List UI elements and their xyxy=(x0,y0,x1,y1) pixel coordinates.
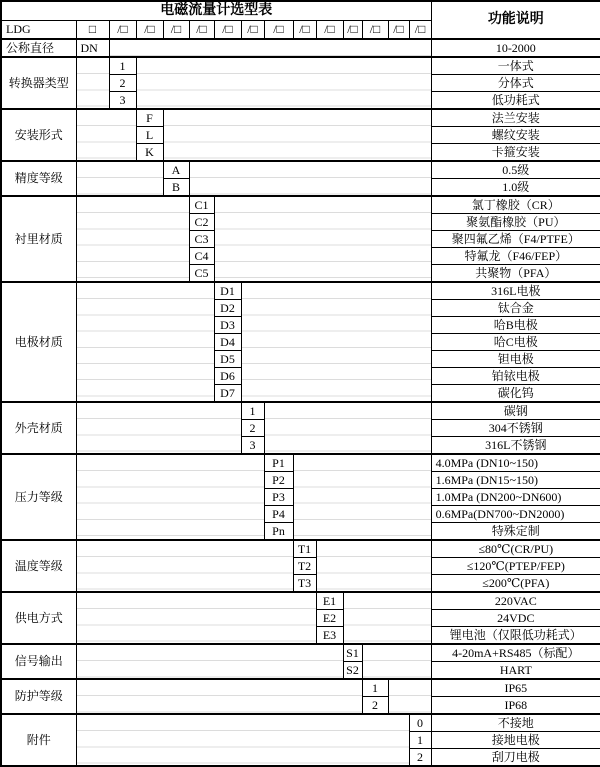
table-row xyxy=(1,402,600,420)
table-row xyxy=(1,161,600,179)
section-label: 外壳材质 xyxy=(1,402,76,454)
code-cell: T3 xyxy=(293,575,316,593)
table-row xyxy=(1,282,600,300)
code-cell: P1 xyxy=(264,454,293,472)
description-cell: IP65 xyxy=(431,679,600,697)
description-cell: 304不锈钢 xyxy=(431,420,600,437)
code-cell: C5 xyxy=(189,265,214,283)
section-label: 信号输出 xyxy=(1,644,76,679)
description-cell: 分体式 xyxy=(431,75,600,92)
description-cell: 共聚物（PFA） xyxy=(431,265,600,283)
code-cell: 1 xyxy=(362,679,388,697)
code-cell: E3 xyxy=(316,627,343,645)
description-cell: 24VDC xyxy=(431,610,600,627)
description-cell: 特氟龙（F46/FEP） xyxy=(431,248,600,265)
table-row xyxy=(1,454,600,472)
model-slot: /□ xyxy=(189,21,214,40)
description-cell: HART xyxy=(431,662,600,680)
description-cell: 哈B电极 xyxy=(431,317,600,334)
description-cell: 一体式 xyxy=(431,57,600,75)
code-cell: D6 xyxy=(214,368,241,385)
grid-gap xyxy=(214,196,431,282)
code-cell: B xyxy=(163,179,189,197)
code-cell: S2 xyxy=(343,662,362,680)
code-cell: P4 xyxy=(264,506,293,523)
table-row xyxy=(1,39,600,57)
section-label: 公称直径 xyxy=(1,39,76,57)
grid-gap xyxy=(76,282,214,402)
code-cell: C4 xyxy=(189,248,214,265)
grid-gap xyxy=(76,109,136,161)
description-cell: 1.0级 xyxy=(431,179,600,197)
description-cell: 锂电池（仅限低功耗式） xyxy=(431,627,600,645)
grid-gap xyxy=(76,402,241,454)
description-cell: 刮刀电极 xyxy=(431,749,600,767)
code-cell: D7 xyxy=(214,385,241,403)
grid-gap xyxy=(76,644,343,679)
code-cell: D5 xyxy=(214,351,241,368)
description-cell: 4.0MPa (DN10~150) xyxy=(431,454,600,472)
model-slot: /□ xyxy=(163,21,189,40)
description-cell: 不接地 xyxy=(431,714,600,732)
table-row xyxy=(1,109,600,127)
code-cell: D1 xyxy=(214,282,241,300)
section-label: 安装形式 xyxy=(1,109,76,161)
code-cell: 2 xyxy=(362,697,388,715)
code-cell: A xyxy=(163,161,189,179)
code-cell: 3 xyxy=(109,92,136,110)
description-cell: 螺纹安装 xyxy=(431,127,600,144)
table-row xyxy=(1,1,600,21)
model-slot: /□ xyxy=(293,21,316,40)
table-row xyxy=(1,592,600,610)
description-cell: 低功耗式 xyxy=(431,92,600,110)
grid-gap xyxy=(163,109,431,161)
description-cell: 铂铱电极 xyxy=(431,368,600,385)
section-label: 防护等级 xyxy=(1,679,76,714)
model-slot: /□ xyxy=(264,21,293,40)
grid-gap xyxy=(189,161,431,196)
table-head xyxy=(1,1,600,39)
section-label: 供电方式 xyxy=(1,592,76,644)
code-cell: C2 xyxy=(189,214,214,231)
code-cell: 1 xyxy=(241,402,264,420)
description-cell: 氯丁橡胶（CR） xyxy=(431,196,600,214)
right-column-header: 功能说明 xyxy=(431,1,600,39)
description-cell: 聚四氟乙烯（F4/PTFE） xyxy=(431,231,600,248)
code-cell: S1 xyxy=(343,644,362,662)
code-cell: 1 xyxy=(409,732,431,749)
description-cell: 10-2000 xyxy=(431,39,600,57)
description-cell: 220VAC xyxy=(431,592,600,610)
description-cell: 1.6MPa (DN15~150) xyxy=(431,472,600,489)
table-row xyxy=(1,540,600,558)
code-cell: 3 xyxy=(241,437,264,455)
code-cell: 2 xyxy=(109,75,136,92)
description-cell: 0.6MPa(DN700~DN2000) xyxy=(431,506,600,523)
section-label: 附件 xyxy=(1,714,76,766)
code-cell: Pn xyxy=(264,523,293,541)
code-cell: C1 xyxy=(189,196,214,214)
grid-gap xyxy=(362,644,431,679)
grid-gap xyxy=(109,39,431,57)
grid-gap xyxy=(76,57,109,109)
table-body xyxy=(1,39,600,766)
model-slot: /□ xyxy=(343,21,362,40)
code-cell: D3 xyxy=(214,317,241,334)
description-cell: 1.0MPa (DN200~DN600) xyxy=(431,489,600,506)
model-slot: /□ xyxy=(388,21,409,40)
code-cell: 2 xyxy=(409,749,431,767)
model-slot: /□ xyxy=(241,21,264,40)
code-cell: T1 xyxy=(293,540,316,558)
code-cell: 0 xyxy=(409,714,431,732)
grid-gap xyxy=(76,196,189,282)
model-slot: /□ xyxy=(214,21,241,40)
code-cell: P3 xyxy=(264,489,293,506)
grid-gap xyxy=(76,714,409,766)
model-slot: /□ xyxy=(409,21,431,40)
section-label: 温度等级 xyxy=(1,540,76,592)
description-cell: 哈C电极 xyxy=(431,334,600,351)
model-prefix: LDG xyxy=(1,21,76,40)
code-cell: D2 xyxy=(214,300,241,317)
description-cell: 钽电极 xyxy=(431,351,600,368)
code-cell: T2 xyxy=(293,558,316,575)
model-slot: /□ xyxy=(136,21,163,40)
table-row xyxy=(1,57,600,75)
code-cell: F xyxy=(136,109,163,127)
grid-gap xyxy=(76,161,163,196)
description-cell: 卡箍安装 xyxy=(431,144,600,162)
code-cell: C3 xyxy=(189,231,214,248)
code-cell: D4 xyxy=(214,334,241,351)
grid-gap xyxy=(388,679,431,714)
description-cell: 碳钢 xyxy=(431,402,600,420)
grid-gap xyxy=(76,540,293,592)
section-label: 压力等级 xyxy=(1,454,76,540)
grid-gap xyxy=(76,592,316,644)
code-cell: 1 xyxy=(109,57,136,75)
description-cell: 316L电极 xyxy=(431,282,600,300)
description-cell: ≤200℃(PFA) xyxy=(431,575,600,593)
code-cell: 2 xyxy=(241,420,264,437)
description-cell: IP68 xyxy=(431,697,600,715)
description-cell: 碳化钨 xyxy=(431,385,600,403)
grid-gap xyxy=(293,454,431,540)
description-cell: 4-20mA+RS485（标配） xyxy=(431,644,600,662)
table-row xyxy=(1,714,600,732)
description-cell: ≤80℃(CR/PU) xyxy=(431,540,600,558)
description-cell: ≤120℃(PTEP/FEP) xyxy=(431,558,600,575)
grid-gap xyxy=(264,402,431,454)
model-slot: /□ xyxy=(316,21,343,40)
code-cell: L xyxy=(136,127,163,144)
section-label: 衬里材质 xyxy=(1,196,76,282)
description-cell: 聚氨酯橡胶（PU） xyxy=(431,214,600,231)
description-cell: 特殊定制 xyxy=(431,523,600,541)
description-cell: 316L不锈钢 xyxy=(431,437,600,455)
grid-gap xyxy=(241,282,431,402)
code-cell: E1 xyxy=(316,592,343,610)
table-row xyxy=(1,679,600,697)
code-cell: DN xyxy=(76,39,109,57)
grid-gap xyxy=(76,679,362,714)
description-cell: 钛合金 xyxy=(431,300,600,317)
model-slot: /□ xyxy=(362,21,388,40)
page-title: 电磁流量计选型表 xyxy=(1,1,431,21)
code-cell: P2 xyxy=(264,472,293,489)
description-cell: 法兰安装 xyxy=(431,109,600,127)
table-row xyxy=(1,644,600,662)
section-label: 转换器类型 xyxy=(1,57,76,109)
grid-gap xyxy=(316,540,431,592)
model-slot: /□ xyxy=(109,21,136,40)
section-label: 精度等级 xyxy=(1,161,76,196)
grid-gap xyxy=(343,592,431,644)
table-row xyxy=(1,196,600,214)
section-label: 电极材质 xyxy=(1,282,76,402)
description-cell: 0.5级 xyxy=(431,161,600,179)
code-cell: E2 xyxy=(316,610,343,627)
grid-gap xyxy=(76,454,264,540)
model-box: □ xyxy=(76,21,109,40)
description-cell: 接地电极 xyxy=(431,732,600,749)
grid-gap xyxy=(136,57,431,109)
code-cell: K xyxy=(136,144,163,162)
